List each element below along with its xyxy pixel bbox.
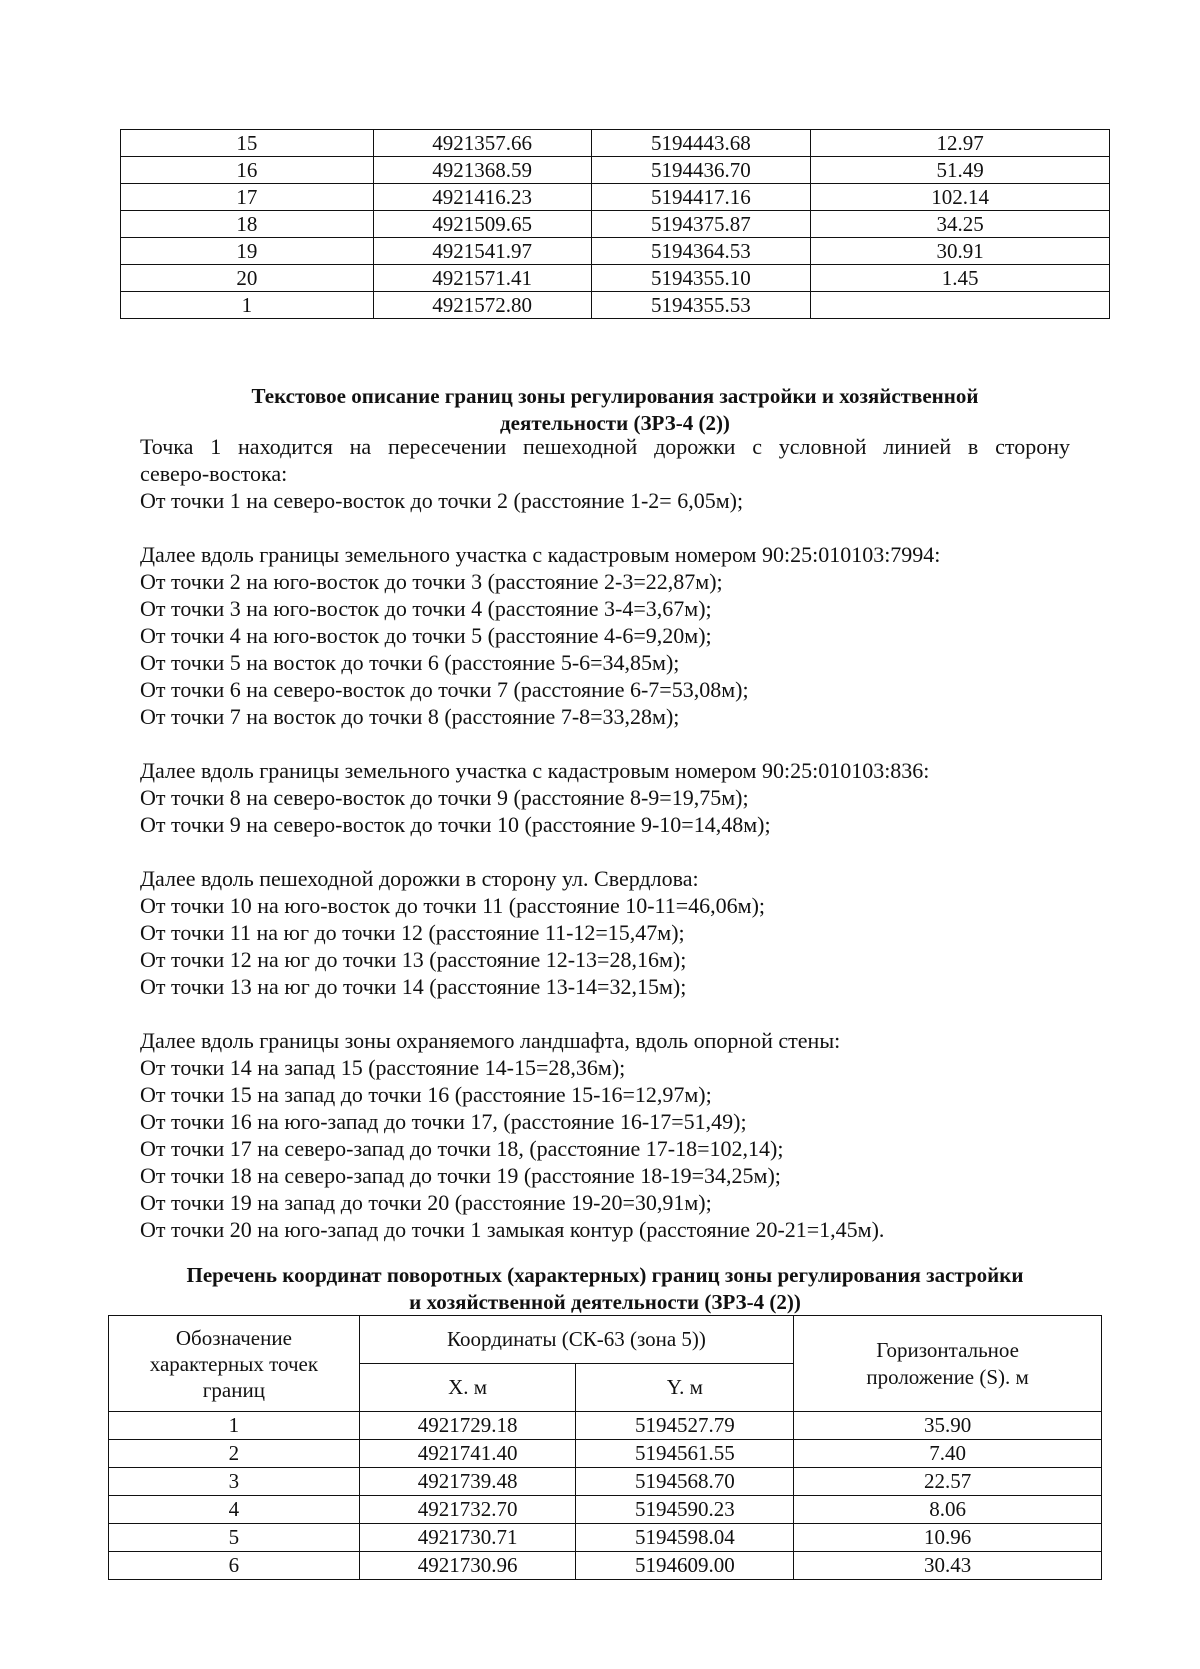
- table-row: [109, 1524, 1102, 1552]
- header-designation: Обозначение характерных точек границ: [109, 1316, 360, 1412]
- coordinates-table-continued: [120, 129, 1110, 319]
- table-row: [109, 1440, 1102, 1468]
- x-coordinate-cell: 4921357.66: [373, 130, 591, 157]
- point-cell: 16: [121, 157, 374, 184]
- x-coordinate-cell: 4921416.23: [373, 184, 591, 211]
- table-row: [109, 1496, 1102, 1524]
- description-line: От точки 3 на юго-восток до точки 4 (расстояние 3-4=3,67м);: [140, 596, 712, 621]
- table-row: [121, 292, 1110, 319]
- distance-cell: 12.97: [811, 130, 1110, 157]
- description-line: От точки 6 на северо-восток до точки 7 (расстояние 6-7=53,08м);: [140, 677, 749, 702]
- description-line: От точки 8 на северо-восток до точки 9 (расстояние 8-9=19,75м);: [140, 785, 749, 810]
- distance-cell: 30.43: [794, 1552, 1102, 1580]
- y-coordinate-cell: 5194561.55: [576, 1440, 794, 1468]
- description-line: От точки 4 на юго-восток до точки 5 (расстояние 4-6=9,20м);: [140, 623, 712, 648]
- table-row: [109, 1468, 1102, 1496]
- header-coordinates: Координаты (СК-63 (зона 5)): [359, 1316, 793, 1364]
- description-line: От точки 14 на запад 15 (расстояние 14-15=28,36м);: [140, 1055, 626, 1080]
- y-coordinate-cell: 5194443.68: [591, 130, 811, 157]
- description-line: От точки 16 на юго-запад до точки 17, (расстояние 16-17=51,49);: [140, 1109, 747, 1134]
- y-coordinate-cell: 5194355.10: [591, 265, 811, 292]
- description-line: От точки 5 на восток до точки 6 (расстояние 5-6=34,85м);: [140, 650, 680, 675]
- distance-cell: 8.06: [794, 1496, 1102, 1524]
- section-intro: Далее вдоль границы земельного участка с кадастровым номером 90:25:010103:836:: [140, 758, 930, 783]
- description-line: От точки 19 на запад до точки 20 (расстояние 19-20=30,91м);: [140, 1190, 712, 1215]
- distance-cell: 102.14: [811, 184, 1110, 211]
- y-coordinate-cell: 5194598.04: [576, 1524, 794, 1552]
- y-coordinate-cell: 5194568.70: [576, 1468, 794, 1496]
- point-cell: 17: [121, 184, 374, 211]
- header-y: Y. м: [576, 1364, 794, 1412]
- header-horizontal-distance: Горизонтальное проложение (S). м: [794, 1316, 1102, 1412]
- table-row: [121, 265, 1110, 292]
- x-coordinate-cell: 4921509.65: [373, 211, 591, 238]
- coordinates-table: [108, 1315, 1102, 1580]
- x-coordinate-cell: 4921729.18: [359, 1412, 576, 1440]
- description-line: От точки 7 на восток до точки 8 (расстояние 7-8=33,28м);: [140, 704, 680, 729]
- y-coordinate-cell: 5194609.00: [576, 1552, 794, 1580]
- description-line: От точки 18 на северо-запад до точки 19 (расстояние 18-19=34,25м);: [140, 1163, 781, 1188]
- point-cell: 20: [121, 265, 374, 292]
- x-coordinate-cell: 4921730.96: [359, 1552, 576, 1580]
- y-coordinate-cell: 5194590.23: [576, 1496, 794, 1524]
- section-intro: Далее вдоль границы земельного участка с кадастровым номером 90:25:010103:7994:: [140, 542, 941, 567]
- point-cell: 3: [109, 1468, 360, 1496]
- point-cell: 2: [109, 1440, 360, 1468]
- y-coordinate-cell: 5194527.79: [576, 1412, 794, 1440]
- point-cell: 1: [121, 292, 374, 319]
- description-line: От точки 13 на юг до точки 14 (расстояние 13-14=32,15м);: [140, 974, 687, 999]
- x-coordinate-cell: 4921572.80: [373, 292, 591, 319]
- description-title-line2: деятельности (ЗРЗ-4 (2)): [500, 411, 730, 435]
- x-coordinate-cell: 4921730.71: [359, 1524, 576, 1552]
- distance-cell: 34.25: [811, 211, 1110, 238]
- description-line: От точки 15 на запад до точки 16 (расстояние 15-16=12,97м);: [140, 1082, 712, 1107]
- point-cell: 1: [109, 1412, 360, 1440]
- intro-line: северо-востока:: [140, 461, 288, 486]
- point-cell: 4: [109, 1496, 360, 1524]
- x-coordinate-cell: 4921541.97: [373, 238, 591, 265]
- section-intro: Далее вдоль пешеходной дорожки в сторону ул. Свердлова:: [140, 866, 699, 891]
- table-row: [121, 130, 1110, 157]
- description-title-line1: Текстовое описание границ зоны регулирования застройки и хозяйственной: [251, 384, 979, 408]
- coord-list-title: [108, 1262, 1102, 1316]
- table-row: [121, 238, 1110, 265]
- description-line: От точки 2 на юго-восток до точки 3 (расстояние 2-3=22,87м);: [140, 569, 723, 594]
- table-row: [121, 211, 1110, 238]
- distance-cell: 10.96: [794, 1524, 1102, 1552]
- x-coordinate-cell: 4921739.48: [359, 1468, 576, 1496]
- description-line: От точки 10 на юго-восток до точки 11 (расстояние 10-11=46,06м);: [140, 893, 766, 918]
- boundary-description: [140, 433, 1070, 1243]
- point-cell: 15: [121, 130, 374, 157]
- distance-cell: 7.40: [794, 1440, 1102, 1468]
- y-coordinate-cell: 5194375.87: [591, 211, 811, 238]
- y-coordinate-cell: 5194436.70: [591, 157, 811, 184]
- point-cell: 19: [121, 238, 374, 265]
- distance-cell: 30.91: [811, 238, 1110, 265]
- y-coordinate-cell: 5194364.53: [591, 238, 811, 265]
- description-title: [120, 383, 1110, 437]
- description-line: От точки 11 на юг до точки 12 (расстояние 11-12=15,47м);: [140, 920, 685, 945]
- y-coordinate-cell: 5194355.53: [591, 292, 811, 319]
- description-line: От точки 1 на северо-восток до точки 2 (расстояние 1-2= 6,05м);: [140, 488, 744, 513]
- distance-cell: 1.45: [811, 265, 1110, 292]
- x-coordinate-cell: 4921741.40: [359, 1440, 576, 1468]
- distance-cell: 22.57: [794, 1468, 1102, 1496]
- description-line: От точки 9 на северо-восток до точки 10 (расстояние 9-10=14,48м);: [140, 812, 771, 837]
- table-row: [121, 184, 1110, 211]
- table-row: [109, 1552, 1102, 1580]
- x-coordinate-cell: 4921368.59: [373, 157, 591, 184]
- description-line: От точки 12 на юг до точки 13 (расстояние 12-13=28,16м);: [140, 947, 687, 972]
- point-cell: 18: [121, 211, 374, 238]
- point-cell: 5: [109, 1524, 360, 1552]
- description-line: От точки 20 на юго-запад до точки 1 замыкая контур (расстояние 20-21=1,45м).: [140, 1217, 885, 1242]
- coord-list-title-line1: Перечень координат поворотных (характерных) границ зоны регулирования застройки: [186, 1263, 1024, 1287]
- y-coordinate-cell: 5194417.16: [591, 184, 811, 211]
- table-row: [109, 1412, 1102, 1440]
- description-line: От точки 17 на северо-запад до точки 18, (расстояние 17-18=102,14);: [140, 1136, 784, 1161]
- coord-list-title-line2: и хозяйственной деятельности (ЗРЗ-4 (2)): [409, 1290, 801, 1314]
- section-intro: Далее вдоль границы зоны охраняемого ландшафта, вдоль опорной стены:: [140, 1028, 841, 1053]
- point-cell: 6: [109, 1552, 360, 1580]
- header-x: X. м: [359, 1364, 576, 1412]
- distance-cell: 35.90: [794, 1412, 1102, 1440]
- distance-cell: 51.49: [811, 157, 1110, 184]
- x-coordinate-cell: 4921571.41: [373, 265, 591, 292]
- x-coordinate-cell: 4921732.70: [359, 1496, 576, 1524]
- intro-line: Точка 1 находится на пересечении пешеходной дорожки с условной линией в сторону: [140, 434, 1070, 459]
- table-row: [121, 157, 1110, 184]
- distance-cell: [811, 292, 1110, 319]
